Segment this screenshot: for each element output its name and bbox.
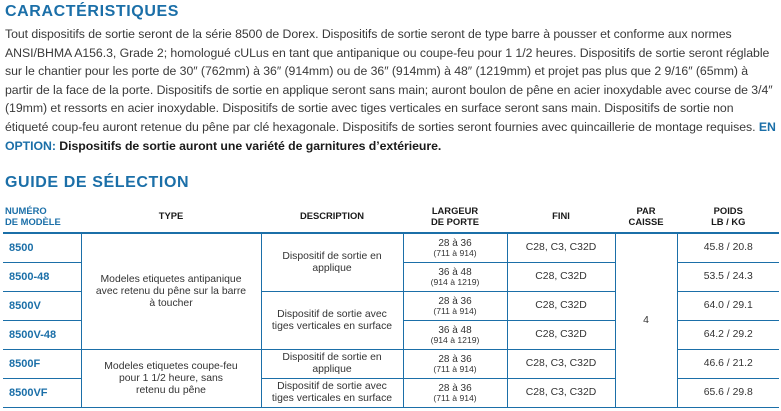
characteristics-text: Tout dispositifs de sortie seront de la série 8500 de Dorex. Dispositifs de sortie seront de type barre à pousser et conforme aux normes ANSI/BHMA A156.3, Grade 2; homologué cULus en tant que antipanique ou coupe-feu pour 1 1/2 heures. Dispositifs de sortie seront réglable sur le chantier pour les porte de 30″ (762mm) à 36″ (914mm) ou de 36″ (914mm) à 48″ (1219mm) et projet pas plus que 2 9/16″ (65mm) à partir de la face de la porte. Dispositifs de sortie en applique seront sans main; auront boulon de pêne en acier inoxydable avec course de 3/4″ (19mm) et ressorts en acier inoxydable. Dispositifs de sortie avec tiges verticales en surface seront sans main. Dispositifs de sortie non étiqueté coup-feu auront retenue du pêne par clé hexagonale. Dispositifs de sorties seront fournies avec quincaillerie de montage requises. bbox=[5, 27, 773, 134]
door-width-cell: 28 à 36 (711 à 914) bbox=[403, 350, 507, 379]
header-weight: POIDS LB / KG bbox=[677, 199, 779, 233]
option-text: Dispositifs de sortie auront une variété de garnitures d’extérieure. bbox=[59, 138, 442, 153]
finish-cell: C28, C3, C32D bbox=[507, 379, 615, 408]
header-type: TYPE bbox=[81, 199, 261, 233]
model-number: 8500V-48 bbox=[3, 321, 81, 350]
weight-cell: 65.6 / 29.8 bbox=[677, 379, 779, 408]
door-width-cell: 28 à 36 (711 à 914) bbox=[403, 233, 507, 263]
door-width-cell: 36 à 48 (914 à 1219) bbox=[403, 263, 507, 292]
model-number: 8500F bbox=[3, 350, 81, 379]
model-number: 8500V bbox=[3, 292, 81, 321]
header-description: DESCRIPTION bbox=[261, 199, 403, 233]
door-width-cell: 28 à 36 (711 à 914) bbox=[403, 292, 507, 321]
finish-cell: C28, C3, C32D bbox=[507, 350, 615, 379]
weight-cell: 46.6 / 21.2 bbox=[677, 350, 779, 379]
weight-cell: 64.2 / 29.2 bbox=[677, 321, 779, 350]
finish-cell: C28, C32D bbox=[507, 263, 615, 292]
table-row bbox=[3, 233, 779, 263]
weight-cell: 64.0 / 29.1 bbox=[677, 292, 779, 321]
header-model: NUMÉRO DE MODÈLE bbox=[3, 199, 81, 233]
finish-cell: C28, C32D bbox=[507, 321, 615, 350]
type-cell: Modeles etiquetes coupe-feu pour 1 1/2 heure, sans retenu du pêne bbox=[81, 350, 261, 408]
weight-cell: 45.8 / 20.8 bbox=[677, 233, 779, 263]
model-number: 8500-48 bbox=[3, 263, 81, 292]
model-number: 8500VF bbox=[3, 379, 81, 408]
description-cell: Dispositif de sortie en applique bbox=[261, 233, 403, 292]
characteristics-paragraph bbox=[5, 25, 779, 155]
table-header-row bbox=[3, 199, 779, 233]
model-number: 8500 bbox=[3, 233, 81, 263]
per-box-cell: 4 bbox=[615, 233, 677, 408]
header-finish: FINI bbox=[507, 199, 615, 233]
description-cell: Dispositif de sortie avec tiges verticales en surface bbox=[261, 292, 403, 350]
characteristics-title: CARACTÉRISTIQUES bbox=[5, 3, 180, 20]
finish-cell: C28, C3, C32D bbox=[507, 233, 615, 263]
type-cell: Modeles etiquetes antipanique avec retenu du pêne sur la barre à toucher bbox=[81, 233, 261, 350]
description-cell: Dispositif de sortie en applique bbox=[261, 350, 403, 379]
selection-table bbox=[3, 199, 779, 408]
option-label: EN OPTION: bbox=[5, 119, 776, 153]
weight-cell: 53.5 / 24.3 bbox=[677, 263, 779, 292]
header-per-box: PAR CAISSE bbox=[615, 199, 677, 233]
door-width-cell: 28 à 36 (711 à 914) bbox=[403, 379, 507, 408]
finish-cell: C28, C32D bbox=[507, 292, 615, 321]
header-door-width: LARGEUR DE PORTE bbox=[403, 199, 507, 233]
description-cell: Dispositif de sortie avec tiges verticales en surface bbox=[261, 379, 403, 408]
selection-guide-title: GUIDE DE SÉLECTION bbox=[5, 174, 190, 191]
door-width-cell: 36 à 48 (914 à 1219) bbox=[403, 321, 507, 350]
